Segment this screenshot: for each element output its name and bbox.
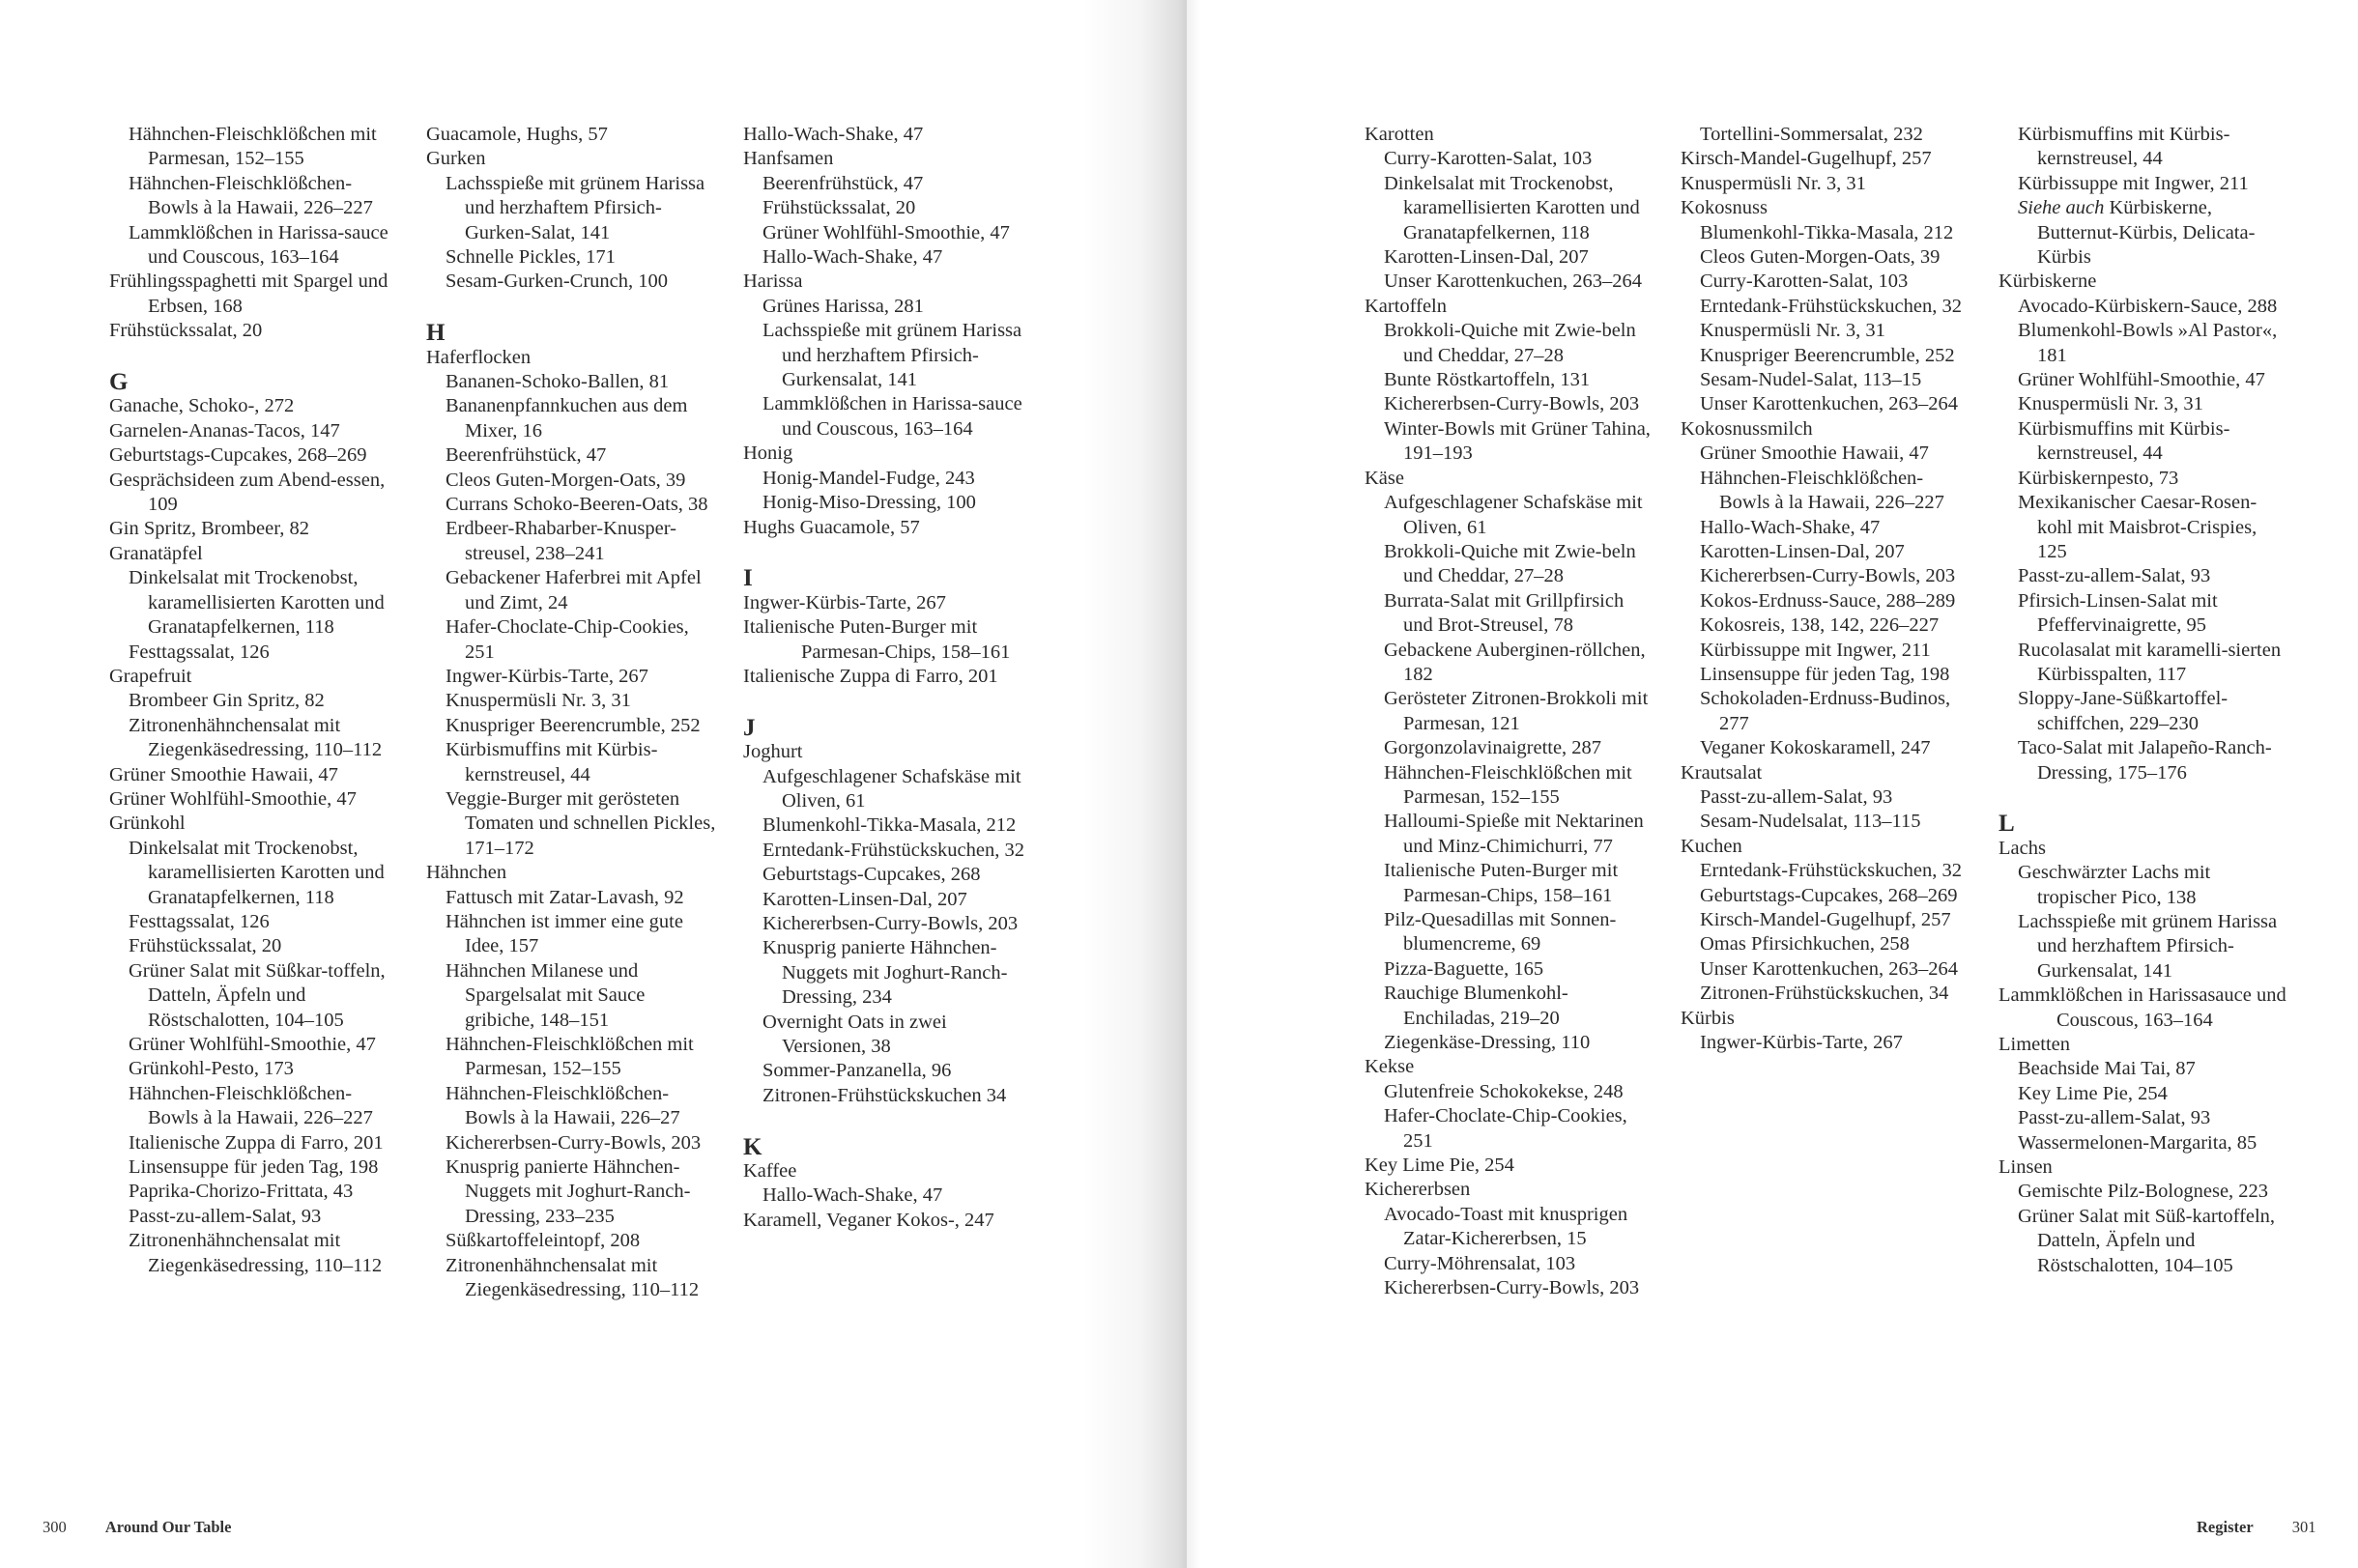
index-entry: Joghurt <box>743 741 803 763</box>
index-subentry: Frühstückssalat, 20 <box>762 197 916 219</box>
index-subentry: Pilz-Quesadillas mit Sonnen-blumencreme, 69 <box>1384 909 1617 955</box>
index-subentry: Unser Karottenkuchen, 263–264 <box>1700 393 1959 415</box>
index-subentry: Ziegenkäse-Dressing, 110 <box>1384 1032 1591 1054</box>
index-subentry: Blumenkohl-Tikka-Masala, 212 <box>762 814 1017 837</box>
index-subentry: Halloumi-Spieße mit Nektarinen und Minz-Chimichurri, 77 <box>1384 811 1644 857</box>
index-subentry: Aufgeschlagener Schafskäse mit Oliven, 61 <box>762 765 1021 812</box>
index-subentry: Kürbismuffins mit Kürbis-kernstreusel, 44 <box>2018 417 2230 465</box>
index-entry: Kokosnussmilch <box>1681 417 1813 440</box>
index-entry: Lammklößchen in Harissasauce und Couscous, 163–164 <box>1999 984 2286 1031</box>
index-subentry: Unser Karottenkuchen, 263–264 <box>1700 957 1959 980</box>
index-subentry: Passt-zu-allem-Salat, 93 <box>2018 565 2211 587</box>
index-letter-heading: I <box>743 565 753 592</box>
index-entry: Grapefruit <box>109 665 192 687</box>
index-entry: Karotten <box>1365 124 1434 145</box>
index-subentry: Knusprig panierte Hähnchen-Nuggets mit Joghurt-Ranch-Dressing, 234 <box>762 937 1008 1009</box>
index-subentry: Sesam-Nudel-Salat, 113–15 <box>1700 369 1922 391</box>
index-subentry: Kokosreis, 138, 142, 226–227 <box>1700 614 1940 637</box>
index-subentry: Italienische Puten-Burger mit Parmesan-Chips, 158–161 <box>1384 860 1619 906</box>
index-letter-heading: K <box>743 1133 762 1160</box>
index-subentry: Grüner Wohlfühl-Smoothie, 47 <box>2018 369 2265 391</box>
index-column-4 <box>1365 123 1654 1301</box>
index-subentry: Grüner Smoothie Hawaii, 47 <box>1700 442 1929 465</box>
index-subentry: Dinkelsalat mit Trockenobst, karamellisierten Karotten und Granatapfelkernen, 118 <box>129 837 385 908</box>
index-column-6 <box>1999 123 2288 1278</box>
index-entry: Hughs Guacamole, 57 <box>743 516 920 538</box>
index-entry: Krautsalat <box>1681 761 1763 784</box>
index-entry: Knuspermüsli Nr. 3, 31 <box>1681 172 1866 194</box>
index-subentry: Erdbeer-Rhabarber-Knusper-streusel, 238–241 <box>446 518 676 564</box>
see-also-label: Siehe auch <box>2018 197 2105 219</box>
index-subentry: Hähnchen ist immer eine gute Idee, 157 <box>446 910 683 957</box>
index-entry: Garnelen-Ananas-Tacos, 147 <box>109 419 340 442</box>
index-subentry: Schokoladen-Erdnuss-Budinos, 277 <box>1700 688 1951 734</box>
index-subentry: Lachsspieße mit grünem Harissa und herzhaftem Pfirsich-Gurkensalat, 141 <box>2018 910 2278 982</box>
index-subentry: Zitronen-Frühstückskuchen, 34 <box>1700 983 1949 1005</box>
page-footer-right <box>2197 1518 2316 1537</box>
index-entry: Lachs <box>1999 837 2046 859</box>
index-subentry: Knuspriger Beerencrumble, 252 <box>446 714 701 736</box>
index-subentry: Grünes Harissa, 281 <box>762 295 924 317</box>
index-entry: Limetten <box>1999 1034 2071 1056</box>
index-entry: Hähnchen <box>426 862 507 884</box>
index-subentry: Lammklößchen in Harissa-sauce und Couscous, 163–164 <box>762 393 1022 440</box>
index-subentry: Kürbismuffins mit Kürbis-kernstreusel, 44 <box>446 739 658 785</box>
index-entry: Italienische Zuppa di Farro, 201 <box>743 665 998 687</box>
index-subentry <box>1999 196 2288 270</box>
index-subentry: Erntedank-Frühstückskuchen, 32 <box>1700 295 1962 317</box>
index-subentry: Bunte Röstkartoffeln, 131 <box>1384 369 1591 391</box>
index-subentry: Pizza-Baguette, 165 <box>1384 957 1544 980</box>
index-subentry: Sesam-Gurken-Crunch, 100 <box>446 271 669 293</box>
index-subentry: Passt-zu-allem-Salat, 93 <box>2018 1107 2211 1129</box>
index-subentry: Hähnchen-Fleischklößchen-Bowls à la Hawaii, 226–27 <box>446 1082 680 1129</box>
index-entry: Granatäpfel <box>109 542 203 564</box>
index-subentry: Veggie-Burger mit gerösteten Tomaten und schnellen Pickles, 171–172 <box>446 787 716 859</box>
index-subentry: Schnelle Pickles, 171 <box>446 246 616 269</box>
index-entry: Guacamole, Hughs, 57 <box>426 124 608 145</box>
index-entry: Geburtstags-Cupcakes, 268–269 <box>109 444 367 467</box>
see-also-text: Kürbiskerne, Butternut-Kürbis, Delicata-Kürbis <box>2037 197 2256 269</box>
index-subentry: Hähnchen-Fleischklößchen-Bowls à la Hawaii, 226–227 <box>1700 467 1944 514</box>
index-subentry: Passt-zu-allem-Salat, 93 <box>1700 785 1893 808</box>
index-subentry: Linsensuppe für jeden Tag, 198 <box>129 1156 379 1179</box>
index-subentry: Gebackene Auberginen-röllchen, 182 <box>1384 639 1646 685</box>
index-subentry: Beerenfrühstück, 47 <box>762 172 924 194</box>
index-subentry: Cleos Guten-Morgen-Oats, 39 <box>446 469 686 491</box>
index-column-3 <box>743 123 1033 1233</box>
index-subentry: Honig-Miso-Dressing, 100 <box>762 492 976 514</box>
index-subentry: Grünkohl-Pesto, 173 <box>129 1058 294 1080</box>
index-subentry: Kürbismuffins mit Kürbis-kernstreusel, 44 <box>2018 124 2230 170</box>
index-entry: Karamell, Veganer Kokos-, 247 <box>743 1209 994 1231</box>
index-subentry: Mexikanischer Caesar-Rosen-kohl mit Maisbrot-Crispies, 125 <box>2018 492 2257 562</box>
index-subentry: Bananen-Schoko-Ballen, 81 <box>446 371 670 393</box>
index-subentry: Zitronen-Frühstückskuchen 34 <box>762 1084 1007 1106</box>
index-subentry: Grüner Wohlfühl-Smoothie, 47 <box>762 221 1010 243</box>
index-entry: Key Lime Pie, 254 <box>1365 1155 1514 1177</box>
index-entry: Frühstückssalat, 20 <box>109 320 263 342</box>
index-subentry: Sloppy-Jane-Süßkartoffel-schiffchen, 229–230 <box>2018 688 2229 734</box>
index-entry: Grüner Smoothie Hawaii, 47 <box>109 763 338 785</box>
index-subentry: Beerenfrühstück, 47 <box>446 444 607 467</box>
index-subentry: Karotten-Linsen-Dal, 207 <box>1384 246 1589 269</box>
index-subentry: Hallo-Wach-Shake, 47 <box>762 246 943 269</box>
index-subentry: Grüner Salat mit Süßkar-toffeln, Datteln, Äpfeln und Röstschalotten, 104–105 <box>129 959 386 1031</box>
index-subentry: Geschwärzter Lachs mit tropischer Pico, 138 <box>2018 862 2211 908</box>
index-subentry: Overnight Oats in zwei Versionen, 38 <box>762 1011 947 1057</box>
index-subentry: Festtagssalat, 126 <box>129 641 270 663</box>
index-subentry: Gorgonzolavinaigrette, 287 <box>1384 737 1602 759</box>
index-entry: Grüner Wohlfühl-Smoothie, 47 <box>109 787 357 810</box>
index-subentry: Gemischte Pilz-Bolognese, 223 <box>2018 1181 2269 1203</box>
index-entry: Kirsch-Mandel-Gugelhupf, 257 <box>1681 148 1932 170</box>
index-subentry: Gebackener Haferbrei mit Apfel und Zimt, 24 <box>446 567 702 613</box>
index-subentry: Linsensuppe für jeden Tag, 198 <box>1700 663 1950 685</box>
index-column-2 <box>426 123 716 1302</box>
index-entry: Hanfsamen <box>743 148 834 170</box>
running-title: Around Our Table <box>104 1518 232 1536</box>
index-subentry: Kokos-Erdnuss-Sauce, 288–289 <box>1700 589 1956 612</box>
index-subentry: Honig-Mandel-Fudge, 243 <box>762 467 975 489</box>
index-subentry: Knusprig panierte Hähnchen-Nuggets mit Joghurt-Ranch-Dressing, 233–235 <box>446 1156 691 1227</box>
index-column-1 <box>109 123 399 1278</box>
index-subentry: Passt-zu-allem-Salat, 93 <box>129 1205 322 1227</box>
index-subentry: Zitronenhähnchensalat mit Ziegenkäsedressing, 110–112 <box>129 714 383 761</box>
index-subentry: Hähnchen Milanese und Spargelsalat mit Sauce gribiche, 148–151 <box>446 959 646 1031</box>
index-subentry: Avocado-Toast mit knusprigen Zatar-Kichererbsen, 15 <box>1384 1203 1628 1250</box>
index-entry: Kürbis <box>1681 1007 1735 1029</box>
index-subentry: Kürbissuppe mit Ingwer, 211 <box>1700 639 1931 661</box>
index-subentry: Omas Pfirsichkuchen, 258 <box>1700 933 1910 955</box>
index-letter-heading: J <box>743 714 756 741</box>
index-letter-heading: L <box>1999 811 2015 838</box>
index-letter-heading: H <box>426 320 446 347</box>
index-subentry: Hähnchen-Fleischklößchen mit Parmesan, 152–155 <box>129 124 377 170</box>
index-subentry: Bananenpfannkuchen aus dem Mixer, 16 <box>446 395 688 442</box>
index-subentry: Erntedank-Frühstückskuchen, 32 <box>762 839 1024 861</box>
index-entry: Honig <box>743 442 793 465</box>
index-subentry: Kürbissuppe mit Ingwer, 211 <box>2018 172 2249 194</box>
page-number: 300 <box>43 1518 67 1536</box>
index-subentry: Blumenkohl-Bowls »Al Pastor«, 181 <box>2018 320 2278 366</box>
index-subentry: Burrata-Salat mit Grillpfirsich und Brot-Streusel, 78 <box>1384 589 1625 637</box>
index-subentry: Cleos Guten-Morgen-Oats, 39 <box>1700 246 1941 269</box>
index-subentry: Ingwer-Kürbis-Tarte, 267 <box>1700 1032 1903 1054</box>
index-subentry: Sommer-Panzanella, 96 <box>762 1060 952 1082</box>
index-subentry: Frühstückssalat, 20 <box>129 935 282 957</box>
index-subentry: Dinkelsalat mit Trockenobst, karamellisierten Karotten und Granatapfelkernen, 118 <box>1384 172 1640 243</box>
index-entry: Kaffee <box>743 1160 797 1183</box>
index-subentry: Knuspermüsli Nr. 3, 31 <box>2018 393 2203 415</box>
index-subentry: Kichererbsen-Curry-Bowls, 203 <box>446 1131 702 1154</box>
page-footer-left <box>43 1518 231 1537</box>
index-entry: Linsen <box>1999 1156 2053 1179</box>
index-subentry: Lachsspieße mit grünem Harissa und herzhaftem Pfirsich-Gurken-Salat, 141 <box>446 172 705 243</box>
index-subentry: Süßkartoffeleintopf, 208 <box>446 1230 641 1252</box>
index-subentry: Karotten-Linsen-Dal, 207 <box>1700 540 1905 562</box>
index-subentry: Hähnchen-Fleischklößchen mit Parmesan, 152–155 <box>1384 761 1632 808</box>
index-subentry: Pfirsich-Linsen-Salat mit Pfeffervinaigrette, 95 <box>2018 589 2218 637</box>
index-subentry: Wassermelonen-Margarita, 85 <box>2018 1131 2257 1154</box>
index-subentry: Karotten-Linsen-Dal, 207 <box>762 888 967 910</box>
index-subentry: Dinkelsalat mit Trockenobst, karamellisierten Karotten und Granatapfelkernen, 118 <box>129 567 385 639</box>
index-subentry: Curry-Karotten-Salat, 103 <box>1384 148 1593 170</box>
index-subentry: Glutenfreie Schokokekse, 248 <box>1384 1080 1624 1102</box>
index-entry: Hallo-Wach-Shake, 47 <box>743 124 924 145</box>
index-subentry: Knuspermüsli Nr. 3, 31 <box>446 690 631 712</box>
index-subentry: Brokkoli-Quiche mit Zwie-beln und Cheddar, 27–28 <box>1384 540 1636 587</box>
index-entry: Käse <box>1365 467 1404 489</box>
index-subentry: Lammklößchen in Harissa-sauce und Couscous, 163–164 <box>129 221 388 269</box>
index-subentry: Rauchige Blumenkohl-Enchiladas, 219–20 <box>1384 983 1568 1029</box>
index-subentry: Kirsch-Mandel-Gugelhupf, 257 <box>1700 909 1951 930</box>
index-subentry: Hähnchen-Fleischklößchen-Bowls à la Hawaii, 226–227 <box>129 172 373 219</box>
index-entry: Kuchen <box>1681 835 1742 857</box>
index-subentry: Geburtstags-Cupcakes, 268–269 <box>1700 884 1958 906</box>
index-entry: Italienische Puten-Burger mit Parmesan-Chips, 158–161 <box>743 616 1011 663</box>
index-subentry: Knuspriger Beerencrumble, 252 <box>1700 344 1955 366</box>
index-subentry: Unser Karottenkuchen, 263–264 <box>1384 271 1643 293</box>
index-subentry: Italienische Zuppa di Farro, 201 <box>129 1131 384 1154</box>
index-subentry: Hafer-Choclate-Chip-Cookies, 251 <box>446 616 689 663</box>
page-number: 301 <box>2291 1518 2316 1536</box>
index-entry: Gesprächsideen zum Abend-essen, 109 <box>109 469 386 516</box>
index-subentry: Gerösteter Zitronen-Brokkoli mit Parmesan, 121 <box>1384 688 1649 734</box>
index-subentry: Curry-Möhrensalat, 103 <box>1384 1252 1576 1274</box>
index-subentry: Tortellini-Sommersalat, 232 <box>1700 124 1923 145</box>
index-subentry: Rucolasalat mit karamelli-sierten Kürbisspalten, 117 <box>2018 639 2282 685</box>
index-subentry: Festtagssalat, 126 <box>129 910 270 932</box>
index-subentry: Paprika-Chorizo-Frittata, 43 <box>129 1181 354 1203</box>
index-subentry: Veganer Kokoskaramell, 247 <box>1700 737 1931 759</box>
index-subentry: Geburtstags-Cupcakes, 268 <box>762 864 981 886</box>
index-subentry: Avocado-Kürbiskern-Sauce, 288 <box>2018 295 2278 317</box>
index-subentry: Aufgeschlagener Schafskäse mit Oliven, 61 <box>1384 492 1643 538</box>
index-entry: Kekse <box>1365 1056 1415 1078</box>
index-subentry: Brokkoli-Quiche mit Zwie-beln und Cheddar, 27–28 <box>1384 320 1636 366</box>
index-subentry: Hallo-Wach-Shake, 47 <box>762 1184 943 1207</box>
index-column-5 <box>1681 123 1970 1055</box>
index-subentry: Kichererbsen-Curry-Bowls, 203 <box>1384 1277 1640 1299</box>
index-entry: Ganache, Schoko-, 272 <box>109 395 295 417</box>
index-subentry: Winter-Bowls mit Grüner Tahina, 191–193 <box>1384 417 1651 465</box>
index-subentry: Hafer-Choclate-Chip-Cookies, 251 <box>1384 1105 1627 1152</box>
index-entry: Gin Spritz, Brombeer, 82 <box>109 518 309 540</box>
index-subentry: Key Lime Pie, 254 <box>2018 1082 2168 1104</box>
index-entry: Kichererbsen <box>1365 1179 1471 1201</box>
index-entry: Kürbiskerne <box>1999 271 2097 293</box>
index-letter-heading: G <box>109 369 129 396</box>
index-subentry: Lachsspieße mit grünem Harissa und herzhaftem Pfirsich-Gurkensalat, 141 <box>762 320 1022 391</box>
index-subentry: Hallo-Wach-Shake, 47 <box>1700 516 1881 538</box>
index-subentry: Erntedank-Frühstückskuchen, 32 <box>1700 860 1962 882</box>
index-entry: Kartoffeln <box>1365 295 1448 317</box>
index-subentry: Kürbiskernpesto, 73 <box>2018 467 2179 489</box>
index-subentry: Hähnchen-Fleischklößchen-Bowls à la Hawaii, 226–227 <box>129 1082 373 1129</box>
index-entry: Harissa <box>743 271 803 293</box>
index-subentry: Zitronenhähnchensalat mit Ziegenkäsedressing, 110–112 <box>446 1254 700 1301</box>
index-subentry: Brombeer Gin Spritz, 82 <box>129 690 325 712</box>
index-subentry: Kichererbsen-Curry-Bowls, 203 <box>1700 565 1956 587</box>
index-entry: Gurken <box>426 148 486 170</box>
index-entry: Grünkohl <box>109 813 186 835</box>
index-entry: Haferflocken <box>426 346 532 368</box>
index-subentry: Sesam-Nudelsalat, 113–115 <box>1700 811 1921 833</box>
index-subentry: Knuspermüsli Nr. 3, 31 <box>1700 320 1885 342</box>
index-entry: Frühlingsspaghetti mit Spargel und Erbsen, 168 <box>109 271 388 317</box>
index-entry: Kokosnuss <box>1681 197 1768 219</box>
index-subentry: Currans Schoko-Beeren-Oats, 38 <box>446 494 708 516</box>
index-subentry: Kichererbsen-Curry-Bowls, 203 <box>762 912 1019 934</box>
index-subentry: Grüner Wohlfühl-Smoothie, 47 <box>129 1034 376 1056</box>
running-title: Register <box>2197 1518 2254 1536</box>
index-subentry: Grüner Salat mit Süß-kartoffeln, Datteln, Äpfeln und Röstschalotten, 104–105 <box>2018 1205 2276 1276</box>
index-subentry: Kichererbsen-Curry-Bowls, 203 <box>1384 393 1640 415</box>
index-entry: Ingwer-Kürbis-Tarte, 267 <box>743 591 946 613</box>
index-subentry: Zitronenhähnchensalat mit Ziegenkäsedressing, 110–112 <box>129 1230 383 1276</box>
index-subentry: Ingwer-Kürbis-Tarte, 267 <box>446 665 648 687</box>
index-subentry: Taco-Salat mit Jalapeño-Ranch-Dressing, 175–176 <box>2018 737 2272 784</box>
index-subentry: Hähnchen-Fleischklößchen mit Parmesan, 152–155 <box>446 1034 694 1080</box>
index-subentry: Curry-Karotten-Salat, 103 <box>1700 271 1909 293</box>
index-subentry: Beachside Mai Tai, 87 <box>2018 1058 2196 1080</box>
index-subentry: Fattusch mit Zatar-Lavash, 92 <box>446 886 684 908</box>
index-subentry: Blumenkohl-Tikka-Masala, 212 <box>1700 221 1954 243</box>
